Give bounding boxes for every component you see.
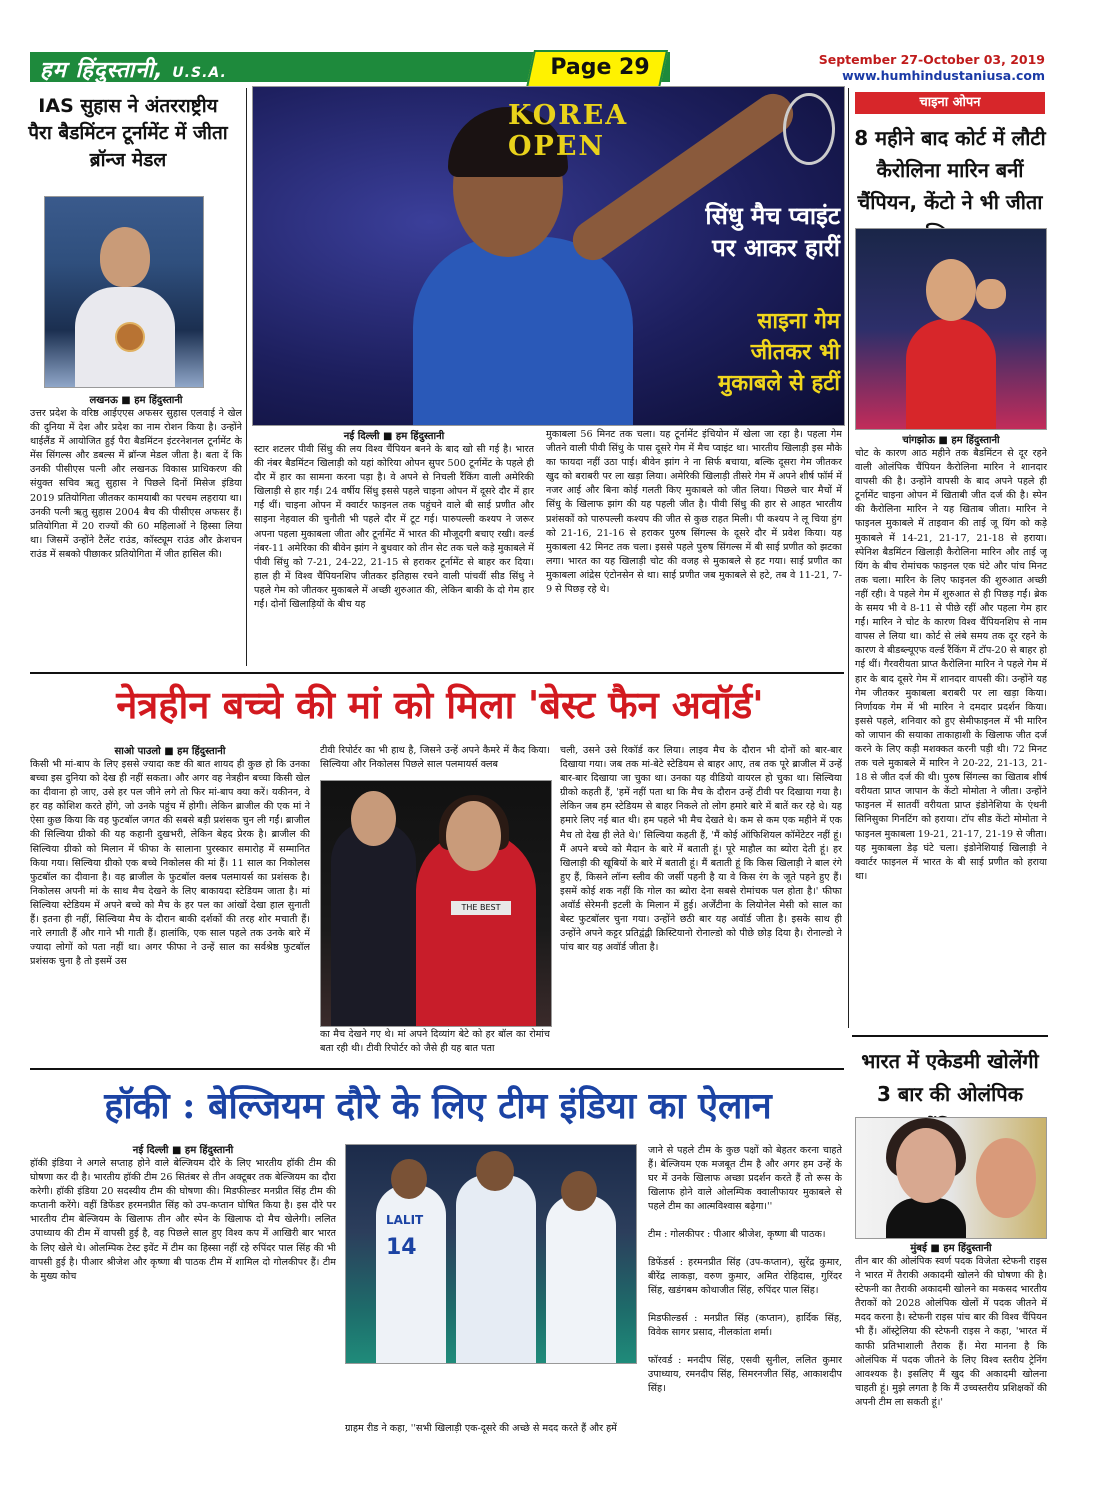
silvia-grecco-photo <box>320 780 552 1027</box>
korea-open-title <box>508 100 648 162</box>
athlete-face <box>100 227 150 287</box>
page-number: Page 29 <box>550 55 650 80</box>
hockey-byline: नई दिल्ली ■ हम हिंदुस्तानी <box>132 1145 234 1156</box>
marin-headline: 8 महीने बाद कोर्ट में लौटी कैरोलिना मारिन बनीं चैंपियन, केंटो ने भी जीता <box>854 126 1046 214</box>
sindhu-headline: सिंधु मैच प्वाइंट पर आकर हारीं <box>705 202 840 262</box>
player-jersey <box>413 237 633 426</box>
fan-award-headline: नेत्रहीन बच्चे की मां को मिला 'बेस्ट फैन अवॉर्ड' <box>116 682 764 727</box>
ias-suhas-photo <box>44 196 204 388</box>
player-jersey <box>546 1195 616 1363</box>
korea-article-col2 <box>546 428 842 668</box>
newspaper-brand <box>40 54 227 84</box>
jersey-number: 14 <box>386 1235 417 1260</box>
player-jersey <box>906 319 996 429</box>
bronze-medal-icon <box>115 322 145 352</box>
fan-article-col2-bottom <box>320 1028 550 1058</box>
swimmer-face <box>896 1128 956 1203</box>
player-head <box>391 1159 427 1199</box>
academy-byline: मुंबई ■ हम हिंदुस्तानी <box>910 1243 992 1254</box>
ias-headline: IAS सुहास ने अंतरराष्ट्रीय पैरा बैडमिंटन टूर्नामेंट में जीता ब्रॉन्ज मेडल <box>28 95 228 171</box>
china-open-tag: चाइना ओपन <box>855 92 1045 114</box>
fan-article-col2-top <box>320 744 550 774</box>
korea-title-line1: KOREA <box>508 100 629 131</box>
korea-article-col1 <box>254 428 534 675</box>
fan-body-col3: चली, उसने उसे रिकॉर्ड कर लिया। लाइव मैच के दौरान भी दोनों को बार-बार दिखाया गया। जब तक मां-बेटे स्टेडियम से बाहर आए, तब तक पूरे ब्राजील में उन्हें बार-बार दिखाया जा चुका था। उनका यह वीडियो वायरल हो चुका था। सिल्विया ग्रीको कहती हैं, 'हमें नहीं पता था कि मैच के दौरान उन्हें टीवी पर दिखाया गया है। लेकिन जब हम स्टेडियम से बाहर निकले तो लोग हमारे बारे में बातें कर रहे थे। यह हमारे लिए नई बात थी। हम पहले भी मैच देखते थे। कम से कम एक महीने में एक मैच तो देख ही लेते थे।' सिल्विया कहती हैं, 'मैं कोई ऑफिशियल कॉमेंटेटर नहीं हूं। मैं अपने बच्चे को मैदान के बारे में बताती हूं। पूरे माहौल का ब्योरा देती हूं। हर खिलाड़ी की खूबियों के बारे में बताती हूं। मैं बताती हूं कि किस खिलाड़ी ने बाल रंगे हुए हैं, किसने लॉन्ग स्लीव की जर्सी पहनी है या वे किस रंग के जूते पहने हुए हैं। इसमें कोई शक नहीं कि गोल का ब्योरा देना सबसे रोमांचक पल होता है।' फीफा अवॉर्ड सेरेमनी इटली के मिलान में हुई। अर्जेंटीना के लियोनेल मेसी को साल का बेस्ट फुटबॉलर चुना गया। उन्होंने छठी बार यह अवॉर्ड जीता है। इसके साथ ही उन्होंने अपने कट्टर प्रतिद्वंद्वी क्रिस्टियानो रोनाल्डो को पीछे छोड़ दिया है। रोनाल्डो ने पांच बार यह अवॉर्ड जीता है। <box>560 745 842 954</box>
column-divider <box>848 88 849 1028</box>
stephanie-rice-photo <box>855 1117 1047 1239</box>
player-fist <box>976 279 1006 309</box>
website-link[interactable]: www.humhindustaniusa.com <box>842 68 1045 83</box>
fan-article-col3 <box>560 744 842 1062</box>
player-jersey <box>376 1185 446 1363</box>
korea-title-line2: OPEN <box>508 131 606 162</box>
column-divider <box>246 88 247 666</box>
hockey-team-forwards: फॉरवर्ड : मनदीप सिंह, एसवी सुनील, ललित कुमार उपाध्याय, रमनदीप सिंह, सिमरनजीत सिंह, आकाशदीप सिंह। <box>648 1355 842 1395</box>
hockey-article-col2-bottom <box>345 1422 635 1464</box>
fan-article-col1 <box>30 743 310 1068</box>
hockey-team-goalkeepers: टीम : गोलकीपर : पीआर श्रीजेश, कृष्णा बी पाठक। <box>648 1229 826 1240</box>
hockey-article-col1 <box>30 1142 336 1479</box>
player-jersey <box>456 1175 536 1363</box>
saina-subheadline: साइना गेम जीतकर भी मुकाबले से हटीं <box>718 309 840 396</box>
section-divider <box>852 1035 1048 1037</box>
hockey-body-col3-top: जाने से पहले टीम के कुछ पक्षों को बेहतर करना चाहते हैं। बेल्जियम एक मजबूत टीम है और अगर हम उन्हें के घर में उनके खिलाफ अच्छा प्रदर्शन करते हैं तो रूस के खिलाफ होने वाले ओलम्पिक क्वालीफायर मुकाबले से पहले टीम का आत्मविश्वास बढ़ेगा।'' <box>648 1145 842 1213</box>
jersey-name: LALIT <box>386 1213 424 1227</box>
hockey-headline: हॉकी : बेल्जियम दौरे के लिए टीम इंडिया का ऐलान <box>104 1085 772 1127</box>
hockey-body-col2-bottom: ग्राहम रीड ने कहा, ''सभी खिलाड़ी एक-दूसरे की अच्छे से मदद करते हैं और हमें <box>345 1423 617 1434</box>
marin-body: चोट के कारण आठ महीने तक बैडमिंटन से दूर रहने वाली ओलंपिक चैंपियन कैरोलिना मारिन ने शानदार वापसी की है। उन्होंने वापसी के बाद अपने पहले ही टूर्नामेंट चाइना ओपन में खिताबी जीत दर्ज की है। स्पेन की कैरोलिना मारिन ने यह खिताब जीता। मारिन ने फाइनल मुकाबले में ताइवान की ताई जू यिंग को कड़े मुकाबले में 14-21, 21-17, 21-18 से हराया। स्पेनिश बैडमिंटन खिलाड़ी कैरोलिना मारिन और ताई जू यिंग के बीच रोमांचक फाइनल एक घंटे और पांच मिनट तक चला। मारिन के लिए फाइनल की शुरुआत अच्छी नहीं रही। वे पहले गेम में शुरुआत से ही पिछड़ गईं। ब्रेक के समय भी वे 8-11 से पीछे रहीं और पहला गेम हार गईं। मारिन ने चोट के कारण विश्व चैंपियनशिप से नाम वापस ले लिया था। कोर्ट से लंबे समय तक दूर रहने के कारण वे बीडब्ल्यूएफ वर्ल्ड रैंकिंग में टॉप-20 से बाहर हो गई थीं। गैरवरीयता प्राप्त कैरोलिना मारिन ने पहले गेम में हार के बाद दूसरे गेम में शानदार वापसी की। उन्होंने यह गेम जीतकर मुकाबला बराबरी पर ला खड़ा किया। निर्णायक गेम में भी मारिन ने दमदार प्रदर्शन किया। इससे पहले, शनिवार को हुए सेमीफाइनल में भी मारिन को जापान की सयाका ताकाहाशी के खिलाफ जीत दर्ज करने के लिए कड़ी मशक्कत करनी पड़ी थी। 72 मिनट तक चले मुकाबले में मारिन ने 20-22, 21-13, 21-18 से जीत दर्ज की थी। पुरुष सिंगल्स का खिताब शीर्ष वरीयता प्राप्त जापान के केंटो मोमोता ने जीता। उन्होंने फाइनल में सातवीं वरीयता प्राप्त इंडोनेशिया के एंथनी सिनिसुका गिनटिंग को हराया। टॉप सीड केंटो मोमोता ने फाइनल मुकाबला 19-21, 21-17, 21-19 से जीता। यह मुकाबला डेढ़ घंटे चला। इंडोनेशियाई खिलाड़ी ने क्वार्टर फाइनल में भारत के बी साई प्रणीत को हराया था। <box>855 448 1047 882</box>
badminton-racket-icon <box>783 93 835 165</box>
hockey-body-col1: हॉकी इंडिया ने अगले सप्ताह होने वाले बेल्जियम दौरे के लिए भारतीय हॉकी टीम की घोषणा कर दी है। भारतीय हॉकी टीम 26 सितंबर से तीन अक्टूबर तक बेल्जियम का दौरा करेगी। हॉकी इंडिया 20 सदस्यीय टीम की घोषणा की। मिडफील्डर मनप्रीत सिंह टीम की कप्तानी करेंगे। वहीं डिफेंडर हरमनप्रीत सिंह को उप-कप्तान घोषित किया है। इस दौरे पर भारतीय टीम बेल्जियम के खिलाफ तीन और स्पेन के खिलाफ दो मैच खेलेगी। ललित उपाध्याय की टीम में वापसी हुई है, वह पिछले साल हुए विश्व कप में आखिरी बार भारत के लिए खेले थे। ओलम्पिक टेस्ट इवेंट में टीम का हिस्सा नहीं रहे रुपिंदर पाल सिंह की भी वापसी हुई है। पीआर श्रीजेश और कृष्णा बी पाठक टीम में शामिल दो गोलकीपर हैं। टीम के मुख्य कोच <box>30 1158 336 1282</box>
player-face <box>926 259 976 321</box>
academy-body: तीन बार की ओलंपिक स्वर्ण पदक विजेता स्टेफनी राइस ने भारत में तैराकी अकादमी खोलने की घोषणा की है। स्टेफनी का तैराकी अकादमी खोलने का मकसद भारतीय तैराकों को 2028 ओलंपिक खेलों में पदक जीतने में मदद करना है। स्टेफनी राइस पांच बार की विश्व चैंपियन भी हैं। ऑस्ट्रेलिया की स्टेफनी राइस ने कहा, 'भारत में काफी प्रतिभाशाली तैराक हैं। मेरा मानना है कि ओलंपिक में पदक जीतने के लिए विश्व स्तरीय ट्रेनिंग आवश्यक है। इसलिए मैं खुद की अकादमी खोलना चाहती हूं। मुझे लगता है कि मैं उच्चस्तरीय प्रशिक्षकों की अपनी टीम ला सकती हूं।' <box>855 1256 1047 1408</box>
korea-body-col2: मुकाबला 56 मिनट तक चला। यह टूर्नामेंट इंचियोन में खेला जा रहा है। पहला गेम जीतने वाली पीवी सिंधु के पास दूसरे गेम में मैच प्वाइंट था। भारतीय खिलाड़ी इस मौके का फायदा नहीं उठा पाई। बीवेन झांग ने ना सिर्फ बचाया, बल्कि दूसरा गेम जीतकर खुद को बराबरी पर ला खड़ा लिया। अमेरिकी खिलाड़ी तीसरे गेम में अपने शीर्ष फॉर्म में नजर आई और बिना कोई गलती किए मुकाबले को जीत लिया। पिछले चार मैचों में सिंधु के खिलाफ झांग की यह पहली जीत है। पीवी सिंधु की हार से आहत भारतीय प्रशंसकों को पारुपल्ली कश्यप की जीत से कुछ राहत मिली। पी कश्यप ने लू चिया हुंग को 21-16, 21-16 से हराकर पुरुष सिंगल्स के दूसरे दौर में प्रवेश किया। यह मुकाबला 42 मिनट तक चला। इससे पहले पुरुष सिंगल्स में बी साई प्रणीत को झटका लगा। भारत का यह खिलाड़ी चोट की वजह से मुकाबले से हट गया। साई प्रणीत का मुकाबला आंद्रेस एंटोनसेन से था। साई प्रणीत जब मुकाबले से हटे, तब वे 11-21, 7-9 से पिछड़ रहे थे। <box>546 429 842 596</box>
korea-body-col1: स्टार शटलर पीवी सिंधु की लय विश्व चैंपियन बनने के बाद खो सी गई है। भारत की नंबर बैडमिंटन खिलाड़ी को यहां कोरिया ओपन सुपर 500 टूर्नामेंट के पहले ही दौर में हार का सामना करना पड़ा है। वे अपने से निचली रैंकिंग वाली अमेरिकी खिलाड़ी से हार गईं। 24 वर्षीय सिंधु इससे पहले चाइना ओपन में दूसरे दौर में हार गईं थीं। चाइना ओपन में क्वार्टर फाइनल तक पहुंचने वाले बी साई प्रणीत और साइना नेहवाल की चुनौती भी पहले दौर में टूट गई। पारुपल्ली कश्यप ने जरूर अपना पहला मुकाबला जीता और टूर्नामेंट में भारत की मौजूदगी बचाए रखी। वर्ल्ड नंबर-11 अमेरिका की बीवेन झांग ने बुधवार को तीन सेट तक चले कड़े मुकाबले में पीवी सिंधु को 7-21, 24-22, 21-15 से हराकर टूर्नामेंट से बाहर कर दिया। हाल ही में विश्व चैंपियनशिप जीतकर इतिहास रचने वाली पांचवीं सीड सिंधु ने पहले गेम को जीतकर मुकाबले में अच्छी शुरुआत की, लेकिन बाकी के दो गेम हार गईं। दोनों खिलाड़ियों के बीच यह <box>254 444 534 611</box>
fan-body-col2-top: टीवी रिपोर्टर का भी हाथ है, जिसने उन्हें अपने कैमरे में कैद किया। सिल्विया और निकोलस पिछले साल पलमायर्स क्लब <box>320 745 550 771</box>
academy-headline: भारत में एकेडमी खोलेंगी 3 बार की ओलंपिक <box>861 1049 1039 1106</box>
fan-body-col1: किसी भी मां-बाप के लिए इससे ज्यादा कष्ट की बात शायद ही कुछ हो कि उनका बच्चा इस दुनिया को देख ही नहीं सकता। और अगर वह नेत्रहीन बच्चा किसी खेल का दीवाना हो जाए, उसे हर पल जीने लगे तो फिर मां-बाप क्या करें। यकीनन, वे हर वह कोशिश करते होंगे, जो उनके पहुंच में होगी। लेकिन ब्राजील की एक मां ने ऐसा कुछ किया कि वह फुटबॉल जगत की सबसे बड़ी प्रशंसक चुन ली गईं। ब्राजील की सिल्विया ग्रीको की यह कहानी दुखभरी, लेकिन बेहद प्रेरक है। ब्राजील की सिल्विया ग्रीको को मिलान में फीफा के सालाना पुरस्कार समारोह में सम्मानित किया गया। सिल्विया ग्रीको एक बच्चे निकोलस की मां हैं। 11 साल का निकोलस फुटबॉल का दीवाना है। वह ब्राजील के फुटबॉल क्लब पलमायर्स का प्रशंसक है। निकोलस अपनी मां के साथ मैच देखने के लिए बाकायदा स्टेडियम जाता है। मां सिल्विया स्टेडियम में अपने बच्चे को मैच के हर पल का आंखों देखा हाल सुनाती हैं। इतना ही नहीं, सिल्विया मैच के दौरान बाकी दर्शकों की तरह शोर मचाती हैं। नारे लगाती हैं और गाने भी गाती हैं। हालांकि, एक साल पहले तक उनके बारे में ज्यादा लोगों को पता नहीं था। अगर फीफा ने उन्हें साल का सर्वश्रेष्ठ फुटबॉल प्रशंसक चुना है तो इसमें उस <box>30 759 310 968</box>
fan-byline: साओ पाउलो ■ हम हिंदुस्तानी <box>114 746 226 757</box>
marin-byline: चांगझोऊ ■ हम हिंदुस्तानी <box>902 435 1000 446</box>
issue-date: September 27-October 03, 2019 <box>818 52 1045 67</box>
section-divider <box>30 672 844 674</box>
brand-region: U.S.A. <box>172 65 227 81</box>
marin-article <box>855 432 1047 1041</box>
ias-article <box>30 392 242 675</box>
academy-article <box>855 1240 1047 1477</box>
section-divider <box>30 1068 844 1070</box>
hockey-article-col3 <box>648 1144 842 1396</box>
award-trophy: THE BEST <box>451 901 511 915</box>
player-head <box>476 1151 514 1191</box>
nickollas-figure <box>331 821 416 1027</box>
marin-photo <box>855 228 1047 430</box>
hockey-team-defenders: डिफेंडर्स : हरमनप्रीत सिंह (उप-कप्तान), सुरेंद्र कुमार, बीरेंद्र लाकड़ा, वरुण कुमार, अमित रोहिदास, गुरिंदर सिंह, खडंगबम कोथाजीत सिंह, रुपिंदर पाल सिंह। <box>648 1257 842 1297</box>
swimmer-outfit <box>886 1198 966 1238</box>
ias-byline: लखनऊ ■ हम हिंदुस्तानी <box>89 395 183 406</box>
silvia-face <box>446 801 501 871</box>
hockey-team-photo <box>345 1144 637 1364</box>
ias-body: उत्तर प्रदेश के वरिष्ठ आईएएस अफसर सुहास एलवाई ने खेल की दुनिया में देश और प्रदेश का नाम रोशन किया है। उन्होंने थाईलैंड में आयोजित हुई पैरा बैडमिंटन इंटरनेशनल टूर्नामेंट के मेंस सिंगल्स और डबल्स में ब्रॉन्ज मेडल जीता है। बता दें कि उनकी पीसीएस पत्नी और लखनऊ विकास प्राधिकरण की संयुक्त सचिव ऋतु सुहास ने पिछले दिनों मिसेज इंडिया 2019 प्रतियोगिता जीतकर कामयाबी का परचम लहराया था। उनकी पत्नी ऋतु सुहास 2004 बैच की पीसीएस अफसर हैं। प्रतियोगिता में 20 राज्यों की 60 महिलाओं ने हिस्सा लिया था। जिसमें उन्होंने टैलेंट राउंड, कॉस्ट्यूम राउंड और क्रेशचन राउंड में सबको पीछाकर प्रतियोगिता में जीत हासिल की। <box>30 408 242 560</box>
nickollas-face <box>351 791 396 846</box>
player-head <box>561 1171 597 1211</box>
brand-name: हम हिंदुस्तानी, <box>40 58 164 83</box>
korea-byline: नई दिल्ली ■ हम हिंदुस्तानी <box>343 431 445 442</box>
fan-body-col2-bottom: का मैच देखने गए थे। मां अपने दिव्यांग बेटे को हर बॉल का रोमांच बता रही थी। टीवी रिपोर्टर को जैसे ही यह बात पता <box>320 1029 550 1055</box>
hockey-team-midfielders: मिडफील्डर्स : मनप्रीत सिंह (कप्तान), हार्दिक सिंह, विवेक सागर प्रसाद, नीलकांता शर्मा। <box>648 1313 842 1339</box>
swimmer-inset-face <box>976 1138 1036 1218</box>
